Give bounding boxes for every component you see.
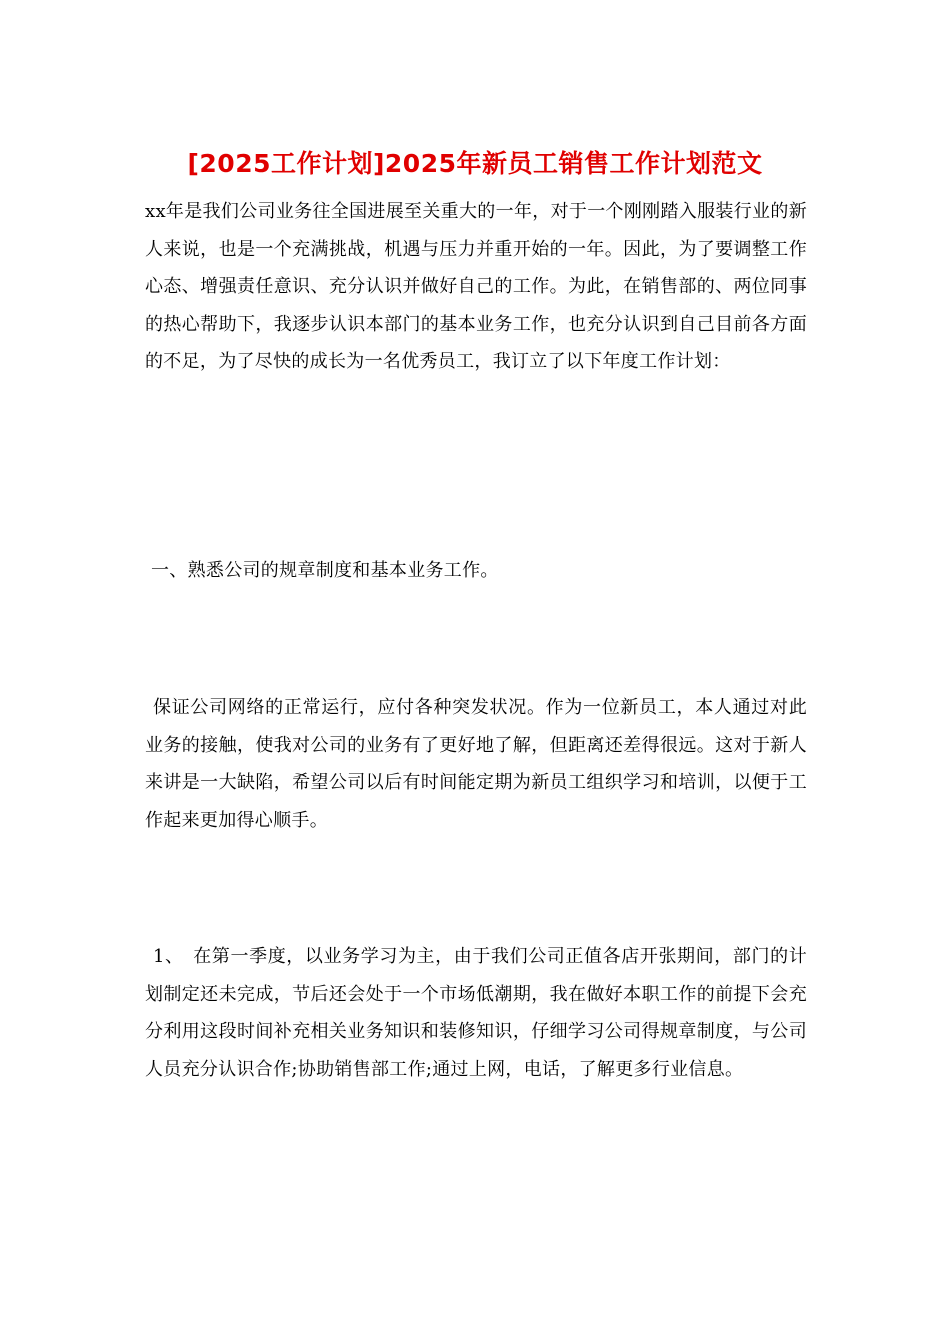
document-title: [2025工作计划]2025年新员工销售工作计划范文 [187, 149, 763, 178]
list-item-1-paragraph: 1、 在第一季度，以业务学习为主，由于我们公司正值各店开张期间，部门的计划制定还未完成，节后还会处于一个市场低潮期，我在做好本职工作的前提下会充分利用这段时间补充相关业务知识和装修知识，仔细学习公司得规章制度，与公司人员充分认识合作;协助销售部工作;通过上网，电话，了解更多行业信息。 [145, 946, 807, 1080]
section-body-paragraph: 保证公司网络的正常运行，应付各种突发状况。作为一位新员工，本人通过对此业务的接触，使我对公司的业务有了更好地了解，但距离还差得很远。这对于新人来讲是一大缺陷，希望公司以后有时间能定期为新员工组织学习和培训，以便于工作起来更加得心顺手。 [145, 697, 807, 831]
intro-paragraph: xx年是我们公司业务往全国进展至关重大的一年，对于一个刚刚踏入服装行业的新人来说，也是一个充满挑战，机遇与压力并重开始的一年。因此，为了要调整工作心态、增强责任意识、充分认识并做好自己的工作。为此，在销售部的、两位同事的热心帮助下，我逐步认识本部门的基本业务工作，也充分认识到自己目前各方面的不足，为了尽快的成长为一名优秀员工，我订立了以下年度工作计划： [145, 201, 807, 373]
section-heading-1: 一、熟悉公司的规章制度和基本业务工作。 [151, 560, 499, 581]
